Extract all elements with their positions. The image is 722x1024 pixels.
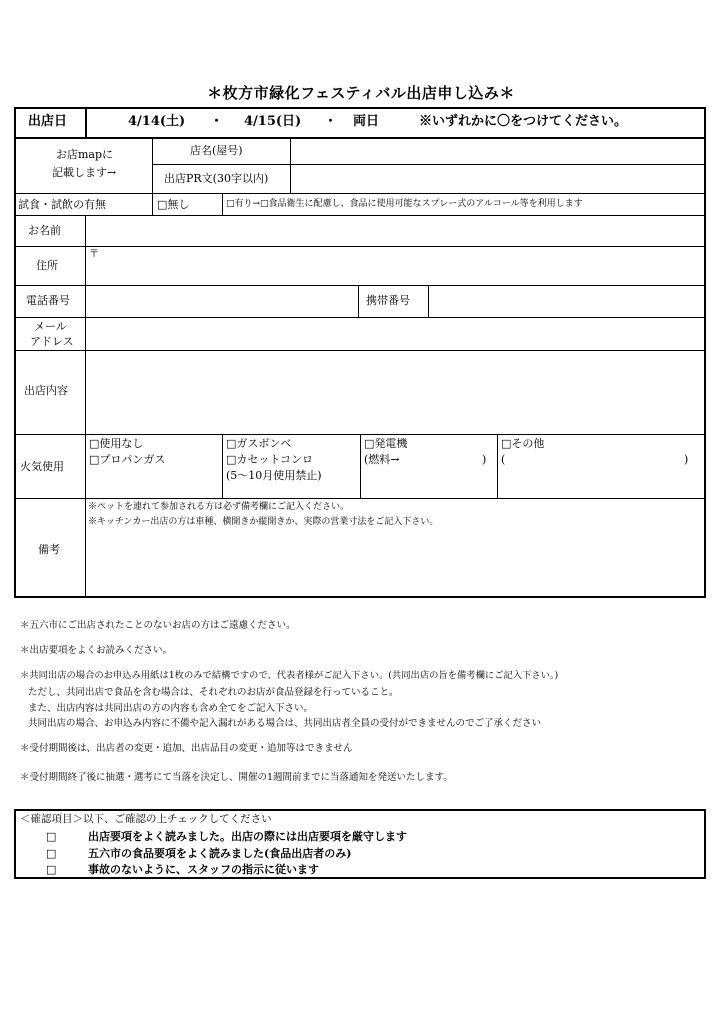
footnote-item: ＊出店要項をよくお読みください。 — [20, 645, 173, 656]
remarks-note-pet: ※ペットを連れて参加される方は必ず備考欄にご記入ください。 — [88, 502, 350, 512]
col-divider — [85, 107, 87, 138]
map-label-line2: 記載します→ — [52, 166, 117, 179]
phone-field[interactable] — [87, 286, 358, 317]
footnote-item: ＊受付期間後は、出店者の変更・追加、出店品目の変更・追加等はできません — [20, 743, 353, 754]
phone-label: 電話番号 — [26, 294, 70, 307]
remarks-label: 備考 — [38, 543, 60, 556]
name-field[interactable] — [87, 216, 704, 246]
fire-none-checkbox[interactable]: □使用なし — [89, 437, 144, 450]
col-divider — [85, 215, 86, 598]
fire-generator-fuel-close: ) — [482, 453, 487, 466]
fire-cassette-note: (5～10月使用禁止) — [226, 469, 322, 482]
fire-gas-cylinder-checkbox[interactable]: □ガスボンベ — [226, 437, 292, 450]
footnote-item: また、出店内容は共同出店の方の内容も含め全てをご記入下さい。 — [28, 703, 314, 714]
date-label: 出店日 — [28, 114, 68, 129]
confirm-checkbox-food[interactable]: □ — [46, 847, 57, 860]
email-label-line1: メール — [34, 320, 67, 333]
col-divider — [497, 434, 498, 499]
mobile-field[interactable] — [430, 286, 704, 317]
email-field[interactable] — [87, 318, 704, 350]
shop-name-label: 店名(屋号) — [190, 144, 243, 157]
date-separator: ・ — [324, 114, 338, 129]
date-instruction: ※いずれかに〇をつけてください。 — [419, 114, 628, 129]
col-divider — [428, 285, 429, 318]
fire-other-close: ) — [684, 453, 689, 466]
shop-name-field[interactable] — [292, 139, 704, 164]
tasting-none-checkbox[interactable]: □無し — [157, 198, 190, 211]
tasting-label: 試食・試飲の有無 — [18, 198, 106, 211]
remarks-field[interactable] — [87, 530, 704, 596]
address-field[interactable] — [100, 247, 704, 285]
fire-label: 火気使用 — [20, 460, 64, 473]
address-label: 住所 — [36, 259, 58, 272]
name-label: お名前 — [28, 224, 61, 237]
confirm-item-requirements: 出店要項をよく読みました。出店の際には出店要項を厳守します — [88, 830, 407, 843]
col-divider — [358, 285, 359, 318]
col-divider — [290, 138, 291, 194]
confirm-checkbox-safety[interactable]: □ — [46, 863, 57, 876]
tasting-yes-checkbox[interactable]: □有り→□食品衛生に配慮し、食品に使用可能なスプレー式のアルコール等を利用します — [226, 199, 583, 209]
date-separator: ・ — [210, 114, 224, 129]
postal-mark: 〒 — [89, 249, 99, 260]
footnote-item: ＊五六市にご出店されたことのないお店の方はご遠慮ください。 — [20, 620, 296, 631]
content-field[interactable] — [87, 351, 704, 434]
pr-text-label: 出店PR文(30字以内) — [164, 172, 269, 185]
confirmation-box — [14, 809, 706, 879]
confirm-checkbox-requirements[interactable]: □ — [46, 830, 57, 843]
fire-other-open: ( — [501, 453, 506, 466]
col-divider — [222, 434, 223, 499]
remarks-note-kitchen-car: ※キッチンカー出店の方は車種、横開きか縦開きか、実際の営業寸法をご記入下さい。 — [88, 517, 439, 527]
content-label: 出店内容 — [24, 384, 68, 397]
email-label-line2: アドレス — [30, 335, 74, 348]
date-option-15[interactable]: 4/15(日) — [244, 114, 302, 129]
fire-other-checkbox[interactable]: □その他 — [501, 437, 545, 450]
fire-cassette-stove-checkbox[interactable]: □カセットコンロ — [226, 453, 313, 466]
col-divider — [360, 434, 361, 499]
confirmation-header: ＜確認項目＞以下、ご確認の上チェックしてください — [20, 813, 272, 825]
row-divider — [14, 193, 706, 194]
fire-generator-fuel-label: (燃料→ — [364, 453, 400, 466]
pr-text-field[interactable] — [292, 165, 704, 193]
col-divider — [152, 193, 153, 216]
form-title: ＊枚方市緑化フェスティバル出店申し込み＊ — [207, 84, 515, 102]
map-label-line1: お店mapに — [56, 148, 114, 161]
mobile-label: 携帯番号 — [366, 294, 410, 307]
confirm-item-safety: 事故のないように、スタッフの指示に従います — [88, 863, 319, 876]
footnote-item: ＊受付期間終了後に抽選・選考にて当落を決定し、開催の1週間前までに当落通知を発送いたします。 — [20, 772, 453, 783]
fire-generator-checkbox[interactable]: □発電機 — [364, 437, 408, 450]
confirm-item-food: 五六市の食品要項をよく読みました(食品出店者のみ) — [88, 847, 352, 860]
footnote-item: ＊共同出店の場合のお申込み用紙は1枚のみで結構ですので、代表者様がご記入下さい。(共同出店の旨を備考欄にご記入下さい。) — [20, 670, 559, 681]
col-divider — [152, 138, 153, 194]
col-divider — [222, 193, 223, 216]
footnote-item: 共同出店の場合、お申込み内容に不備や記入漏れがある場合は、共同出店者全員の受付ができませんのでご了承ください — [28, 718, 542, 729]
fire-propane-checkbox[interactable]: □プロパンガス — [89, 453, 166, 466]
date-option-both[interactable]: 両日 — [353, 114, 380, 129]
footnote-item: ただし、共同出店で食品を含む場合は、それぞれのお店が食品登録を行っていること。 — [28, 687, 399, 698]
date-option-14[interactable]: 4/14(土) — [128, 114, 186, 129]
